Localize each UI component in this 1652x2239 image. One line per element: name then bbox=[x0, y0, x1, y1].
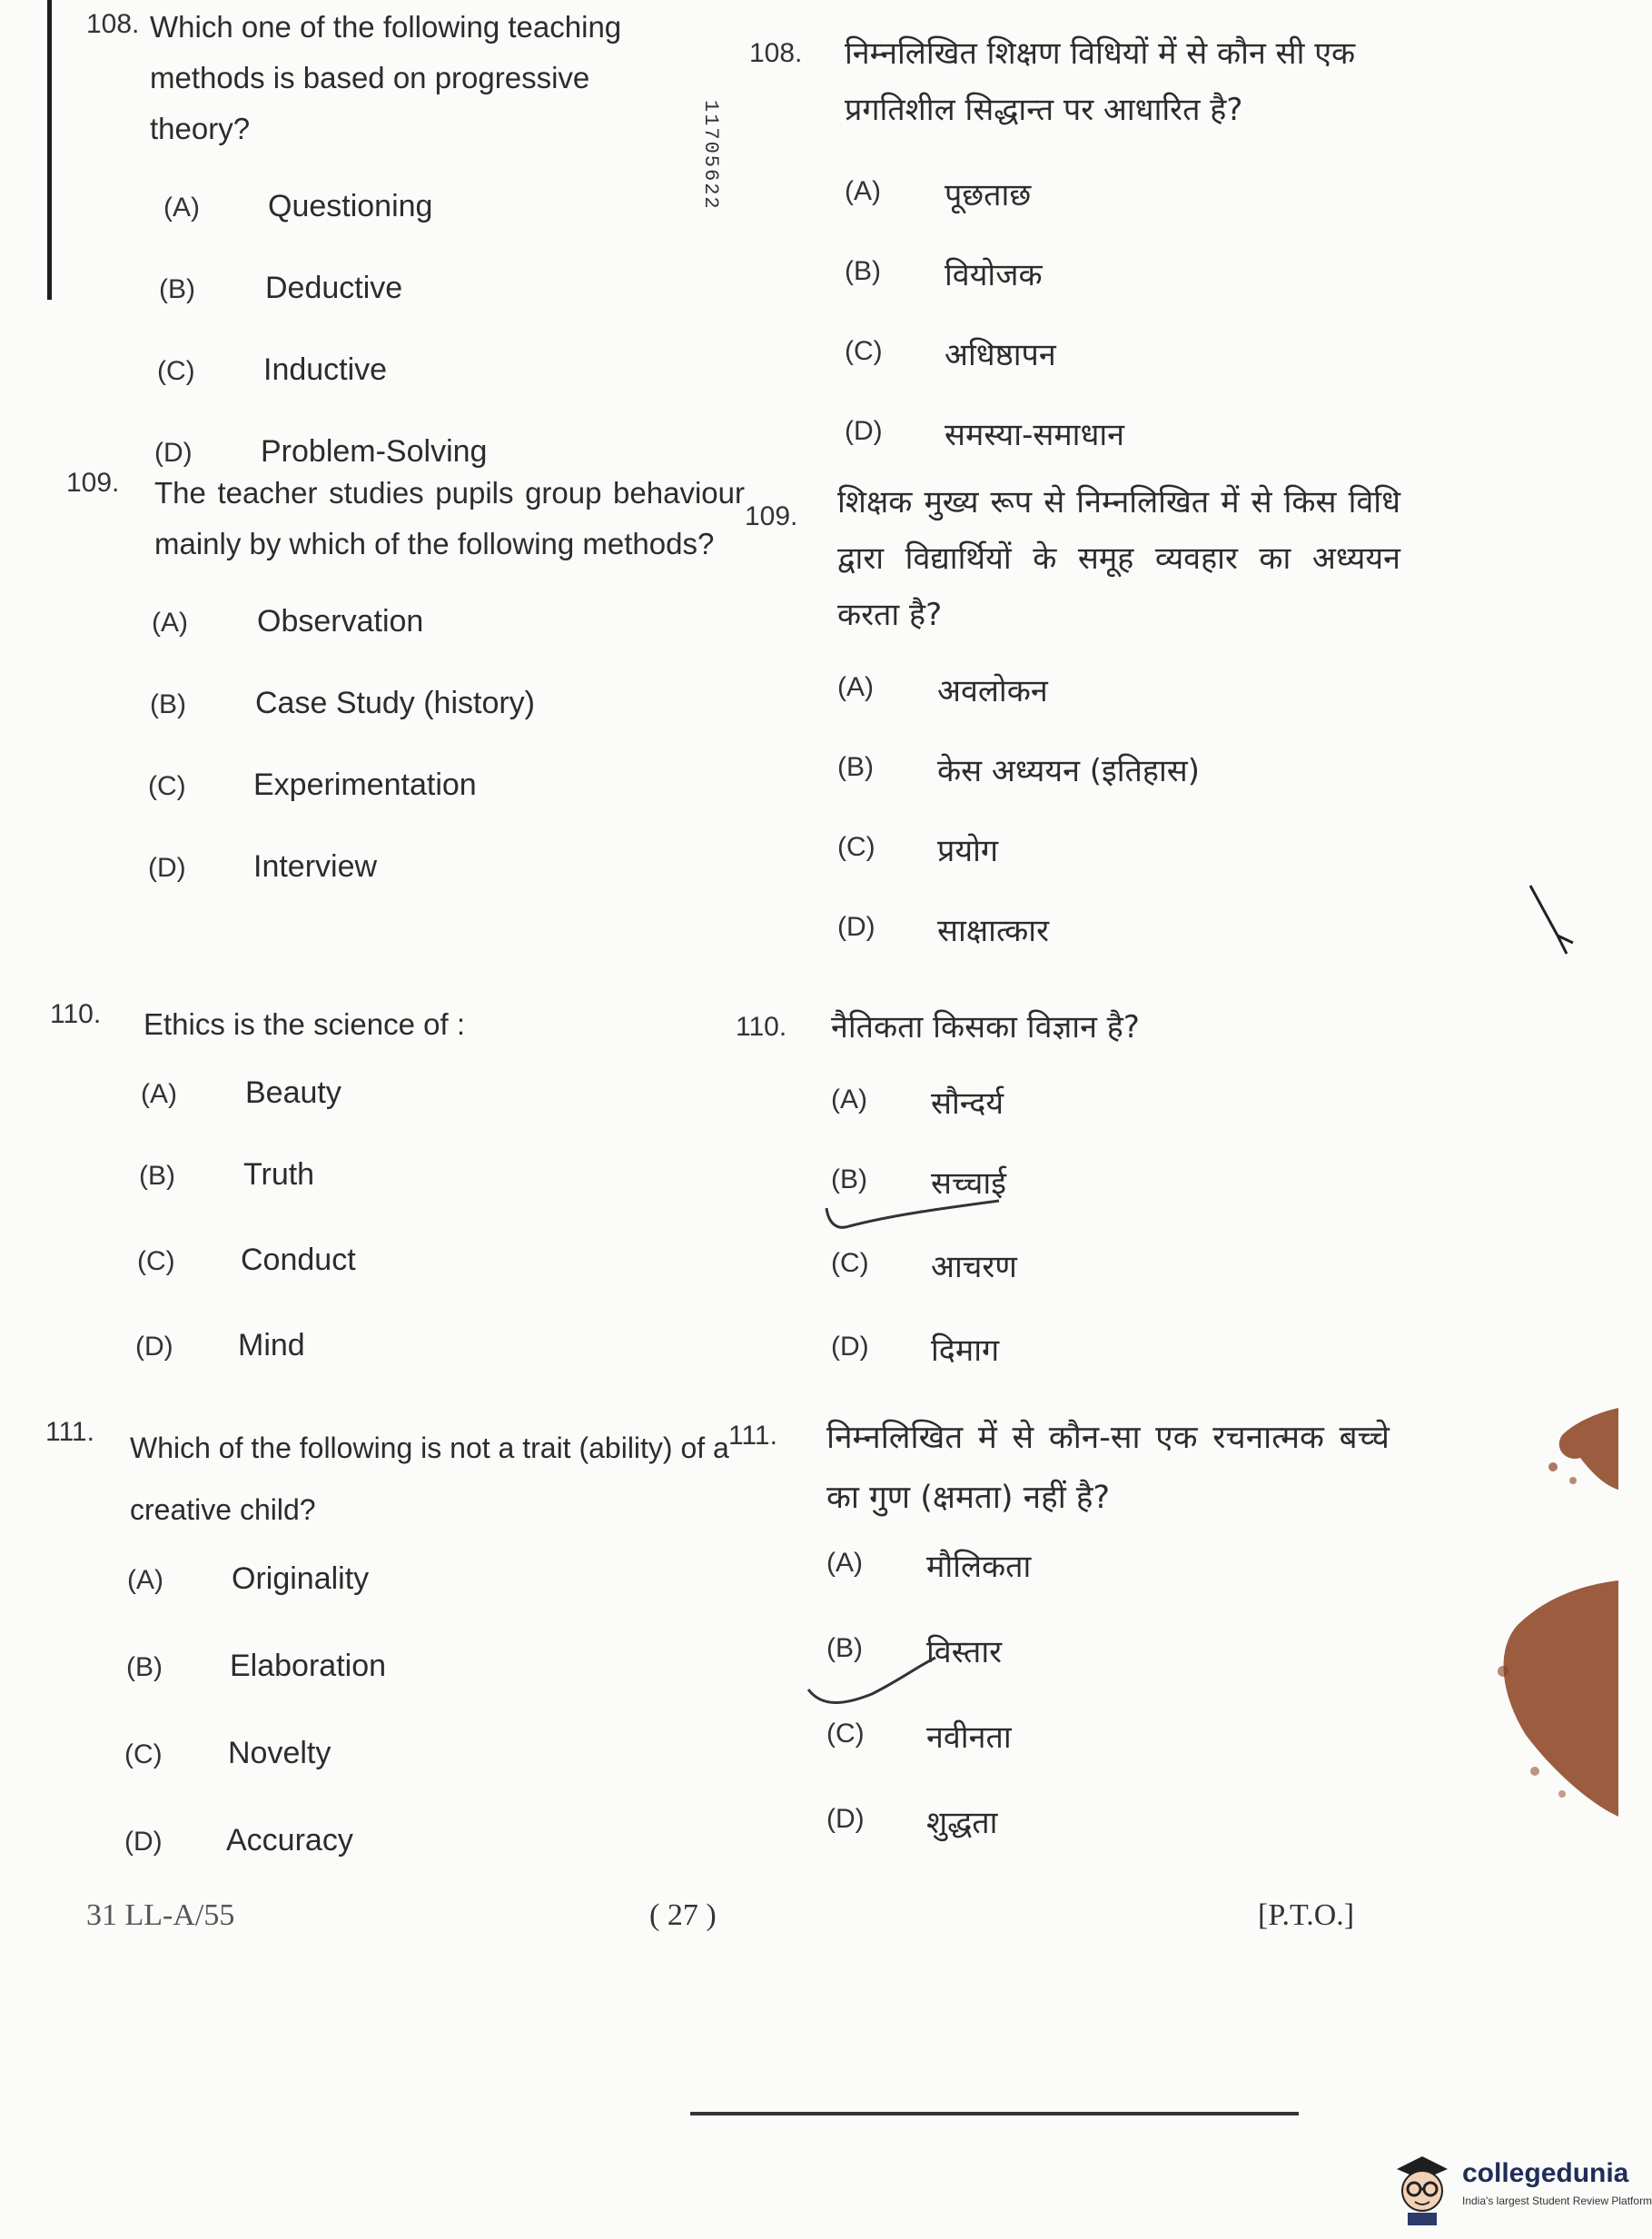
paper-stain-top bbox=[1489, 1399, 1618, 1499]
option-b bbox=[736, 1144, 1399, 1228]
option-text: Inductive bbox=[263, 352, 388, 387]
option-label: (D) bbox=[148, 853, 186, 883]
option-label: (A) bbox=[826, 1548, 863, 1578]
option-label: (C) bbox=[837, 832, 875, 862]
option-a bbox=[736, 1528, 1399, 1613]
option-text: Elaboration bbox=[230, 1649, 387, 1683]
option-b bbox=[50, 1141, 686, 1226]
logo-name: collegedunia bbox=[1462, 2158, 1629, 2188]
option-text: प्रयोग bbox=[937, 833, 999, 869]
option-label: (A) bbox=[141, 1079, 177, 1109]
question-number: 111. bbox=[728, 1421, 777, 1451]
option-text: Experimentation bbox=[253, 768, 477, 802]
option-text: पूछताछ bbox=[945, 177, 1032, 213]
option-b bbox=[736, 1613, 1399, 1699]
option-b bbox=[50, 1632, 686, 1719]
option-label: (C) bbox=[148, 771, 186, 801]
option-text: सच्चाई bbox=[931, 1165, 1006, 1202]
option-label: (A) bbox=[845, 176, 881, 206]
student-mascot-icon bbox=[1390, 2144, 1455, 2225]
option-a bbox=[50, 588, 686, 669]
option-text: अवलोकन bbox=[937, 673, 1048, 709]
option-label: (D) bbox=[826, 1804, 865, 1834]
option-a bbox=[50, 1545, 686, 1632]
option-c bbox=[50, 1226, 686, 1312]
option-a bbox=[50, 1059, 686, 1141]
option-label: (C) bbox=[137, 1246, 175, 1276]
option-text: अधिष्ठापन bbox=[945, 337, 1056, 373]
option-c bbox=[736, 316, 1399, 396]
option-a bbox=[50, 173, 686, 254]
option-text: सौन्दर्य bbox=[931, 1085, 1004, 1122]
option-a bbox=[736, 652, 1399, 732]
option-c bbox=[50, 751, 686, 833]
option-label: (A) bbox=[837, 672, 874, 702]
option-label: (D) bbox=[124, 1827, 163, 1857]
option-text: Case Study (history) bbox=[255, 686, 535, 720]
question-number: 109. bbox=[745, 501, 798, 531]
logo-tagline: India's largest Student Review Platform bbox=[1462, 2194, 1652, 2207]
option-label: (D) bbox=[831, 1332, 869, 1362]
option-b bbox=[50, 254, 686, 336]
option-label: (B) bbox=[126, 1652, 163, 1682]
option-label: (B) bbox=[826, 1633, 863, 1663]
option-label: (B) bbox=[845, 256, 881, 286]
margin-mark bbox=[1526, 881, 1580, 963]
option-label: (B) bbox=[150, 689, 186, 719]
page-number: ( 27 ) bbox=[649, 1898, 717, 1932]
option-b bbox=[736, 236, 1399, 316]
question-text: निम्नलिखित शिक्षण विधियों में से कौन सी एक प्रगतिशील सिद्धान्त पर आधारित है? bbox=[845, 35, 1356, 128]
option-text: विस्तार bbox=[926, 1634, 1003, 1670]
question-text: नैतिकता किसका विज्ञान है? bbox=[831, 1009, 1140, 1045]
option-label: (A) bbox=[127, 1565, 163, 1595]
option-b bbox=[50, 669, 686, 751]
option-text: वियोजक bbox=[945, 257, 1043, 293]
question-text: The teacher studies pupils group behaviour mainly by which of the following methods? bbox=[154, 476, 745, 560]
option-c bbox=[50, 336, 686, 418]
option-d bbox=[736, 1312, 1399, 1392]
question-109-hi bbox=[736, 474, 1399, 972]
question-text: Which one of the following teaching methods is based on progressive theory? bbox=[150, 10, 622, 145]
option-text: आचरण bbox=[931, 1249, 1017, 1285]
option-label: (D) bbox=[154, 438, 193, 468]
question-text: Ethics is the science of : bbox=[143, 1007, 465, 1041]
question-number: 111. bbox=[45, 1417, 94, 1447]
collegedunia-logo bbox=[1390, 2144, 1652, 2230]
option-text: दिमाग bbox=[931, 1333, 1000, 1369]
question-111-en bbox=[45, 1417, 729, 1888]
option-label: (D) bbox=[837, 912, 875, 942]
option-label: (B) bbox=[831, 1164, 867, 1194]
option-label: (C) bbox=[157, 356, 195, 386]
option-text: Novelty bbox=[228, 1736, 331, 1770]
question-111-hi bbox=[728, 1408, 1399, 1864]
option-d bbox=[50, 833, 686, 915]
option-text: समस्या-समाधान bbox=[945, 417, 1125, 453]
option-a bbox=[736, 1065, 1399, 1144]
option-label: (B) bbox=[159, 274, 195, 304]
option-c bbox=[736, 812, 1399, 892]
option-text: शुद्धता bbox=[926, 1805, 998, 1841]
option-label: (A) bbox=[831, 1085, 867, 1115]
option-label: (D) bbox=[845, 416, 883, 446]
question-110-hi bbox=[736, 999, 1399, 1392]
option-text: Deductive bbox=[265, 271, 403, 305]
question-109-en bbox=[50, 468, 745, 915]
paper-code: 31 LL-A/55 bbox=[86, 1898, 235, 1932]
option-text: Truth bbox=[243, 1157, 315, 1192]
question-text: शिक्षक मुख्य रूप से निम्नलिखित में से किस विधि द्वारा विद्यार्थियों के समूह व्यवहार का अध्ययन करता है? bbox=[837, 484, 1400, 633]
question-number: 108. bbox=[86, 9, 140, 39]
option-d bbox=[50, 1807, 686, 1888]
option-label: (C) bbox=[124, 1739, 163, 1769]
option-text: नवीनता bbox=[926, 1719, 1012, 1756]
option-d bbox=[736, 1784, 1399, 1864]
option-text: Beauty bbox=[245, 1075, 341, 1110]
option-a bbox=[736, 156, 1399, 236]
question-108-en bbox=[50, 0, 686, 500]
serial-number: 11705622 bbox=[699, 100, 722, 211]
question-number: 109. bbox=[66, 468, 120, 498]
option-b bbox=[736, 732, 1399, 812]
paper-stain-bottom bbox=[1417, 1562, 1618, 1835]
question-110-en bbox=[50, 999, 686, 1393]
option-text: Questioning bbox=[268, 189, 433, 223]
option-label: (C) bbox=[845, 336, 883, 366]
option-c bbox=[50, 1719, 686, 1807]
bottom-scan-line bbox=[690, 2112, 1299, 2115]
option-c bbox=[736, 1699, 1399, 1784]
option-label: (B) bbox=[139, 1161, 175, 1191]
option-text: साक्षात्कार bbox=[937, 913, 1049, 949]
question-number: 110. bbox=[736, 1012, 787, 1042]
question-108-hi bbox=[736, 25, 1399, 476]
option-d bbox=[50, 1312, 686, 1393]
pto-label: [P.T.O.] bbox=[1258, 1898, 1355, 1932]
option-text: Interview bbox=[253, 849, 378, 884]
question-text: निम्नलिखित में से कौन-सा एक रचनात्मक बच्चे का गुण (क्षमता) नहीं है? bbox=[826, 1420, 1390, 1516]
option-label: (C) bbox=[826, 1719, 865, 1749]
option-text: केस अध्ययन (इतिहास) bbox=[937, 753, 1201, 789]
option-label: (B) bbox=[837, 752, 874, 782]
option-text: Originality bbox=[232, 1561, 370, 1596]
option-c bbox=[736, 1228, 1399, 1312]
option-d bbox=[736, 396, 1399, 476]
option-text: Mind bbox=[238, 1328, 305, 1362]
option-d bbox=[736, 892, 1399, 972]
option-label: (A) bbox=[152, 608, 188, 638]
option-text: Accuracy bbox=[226, 1823, 353, 1858]
option-text: Conduct bbox=[241, 1243, 356, 1277]
option-text: मौलिकता bbox=[926, 1549, 1032, 1585]
option-label: (A) bbox=[163, 193, 200, 223]
question-number: 110. bbox=[50, 999, 102, 1029]
option-text: Problem-Solving bbox=[261, 434, 488, 469]
question-number: 108. bbox=[749, 38, 803, 68]
option-label: (C) bbox=[831, 1248, 869, 1278]
option-label: (D) bbox=[135, 1332, 173, 1362]
question-text: Which of the following is not a trait (ability) of a creative child? bbox=[130, 1432, 729, 1526]
option-text: Observation bbox=[257, 604, 424, 639]
